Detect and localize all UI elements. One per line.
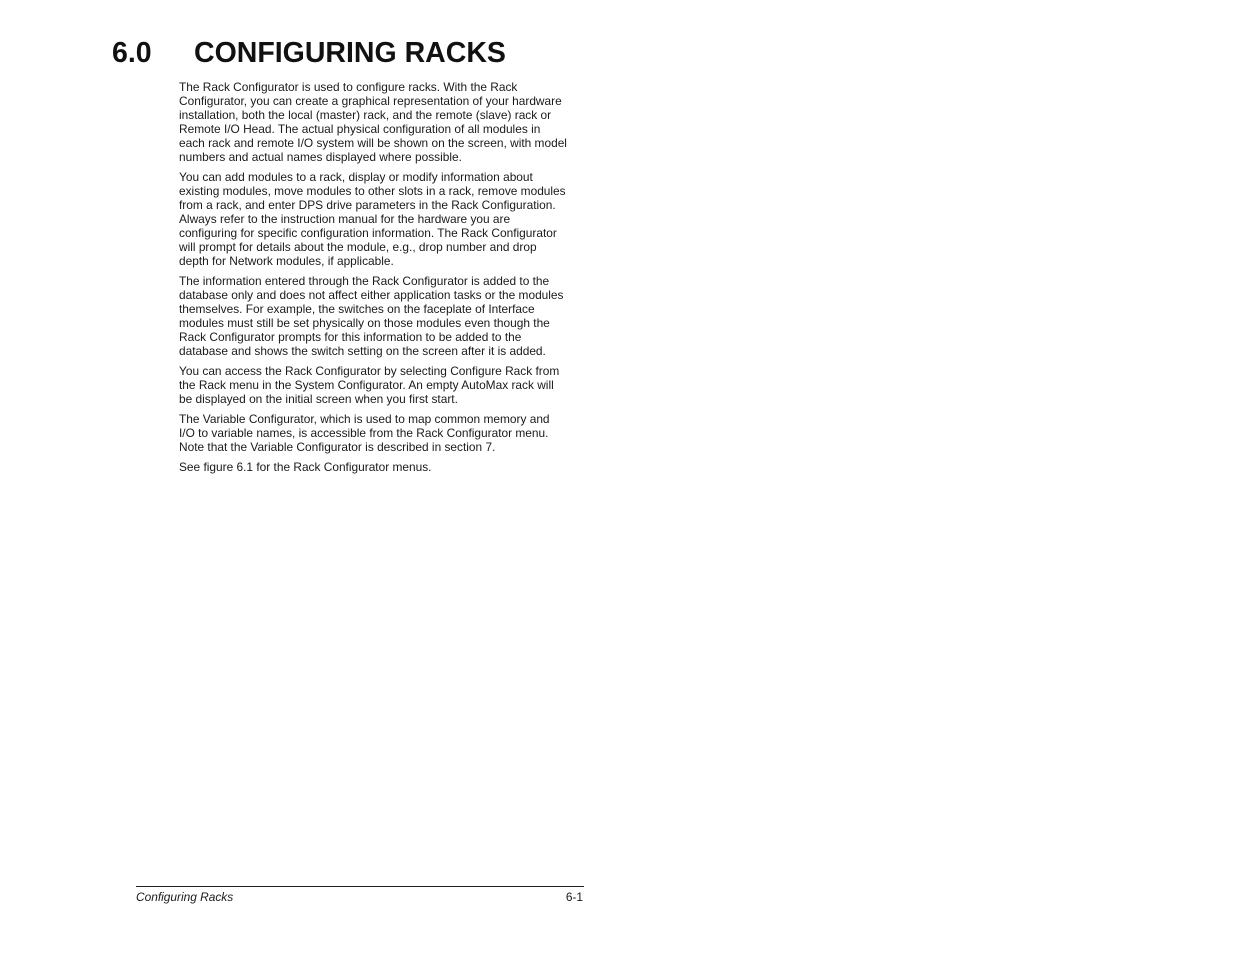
paragraph-add-modules: You can add modules to a rack, display or modify information about existing modules, move modules to other slots in a rack, remove modules from a rack, and enter DPS drive parameters in the Rack Configuration. Always refer to the instruction manual for the hardware you are configuring for specific configuration information. The Rack Configurator will prompt for details about the module, e.g., drop number and drop depth for Network modules, if applicable. — [179, 170, 566, 268]
section-title: CONFIGURING RACKS — [194, 37, 506, 69]
body-text — [179, 80, 567, 480]
section-number: 6.0 — [112, 37, 152, 69]
paragraph-database: The information entered through the Rack Configurator is added to the database only and does not affect either application tasks or the modules themselves. For example, the switches on the faceplate of Interface modules must still be set physically on those modules even though the Rack Configurator prompts for this information to be added to the database and shows the switch setting on the screen after it is added. — [179, 274, 564, 358]
footer-title: Configuring Racks — [136, 890, 234, 904]
paragraph-figure-reference: See figure 6.1 for the Rack Configurator menus. — [179, 460, 432, 474]
paragraph-access: You can access the Rack Configurator by selecting Configure Rack from the Rack menu in the System Configurator. An empty AutoMax rack will be displayed on the initial screen when you first start. — [179, 364, 560, 406]
footer-rule — [136, 886, 584, 887]
paragraph-variable-configurator: The Variable Configurator, which is used to map common memory and I/O to variable names, is accessible from the Rack Configurator menu. Note that the Variable Configurator is described in section 7. — [179, 412, 550, 454]
page-heading — [112, 34, 506, 72]
paragraph-intro: The Rack Configurator is used to configure racks. With the Rack Configurator, you can create a graphical representation of your hardware installation, both the local (master) rack, and the remote (slave) rack or Remote I/O Head. The actual physical configuration of all modules in each rack and remote I/O system will be shown on the screen, with model numbers and actual names displayed where possible. — [179, 80, 567, 164]
footer-page-number: 6-1 — [565, 890, 583, 904]
